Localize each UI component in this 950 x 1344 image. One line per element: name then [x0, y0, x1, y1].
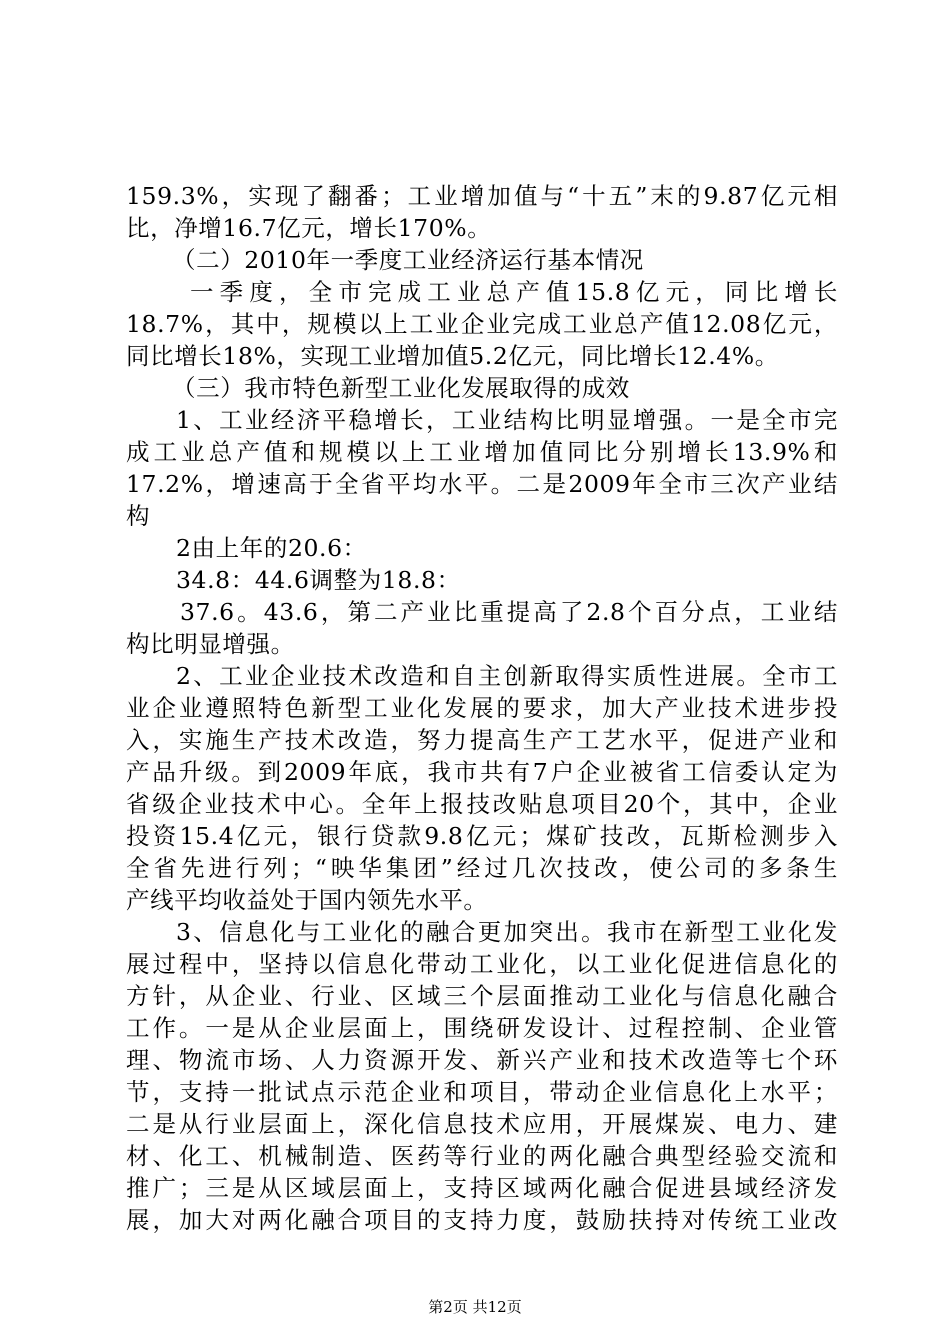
text-line: 34.8：44.6调整为18.8： — [176, 566, 461, 594]
text-line: 一季度，全市完成工业总产值15.8亿元，同比增长 — [190, 278, 838, 306]
text-line: 159.3%，实现了翻番；工业增加值与“十五”末的9.87亿元相 — [126, 182, 838, 210]
text-line: 17.2%，增速高于全省平均水平。二是2009年全市三次产业结 — [126, 470, 838, 498]
text-line: 3、信息化与工业化的融合更加突出。我市在新型工业化发 — [176, 918, 838, 946]
text-line: 全省先进行列；“映华集团”经过几次技改，使公司的多条生 — [126, 854, 838, 882]
text-line: 构 — [126, 502, 151, 530]
text-line: 2由上年的20.6： — [176, 534, 367, 562]
text-line: 节，支持一批试点示范企业和项目，带动企业信息化上水平； — [126, 1078, 838, 1106]
section-heading: （三）我市特色新型工业化发展取得的成效 — [172, 374, 630, 402]
text-line: 18.7%，其中，规模以上工业企业完成工业总产值12.08亿元， — [126, 310, 838, 338]
text-line: 构比明显增强。 — [126, 630, 295, 658]
text-line: 二是从行业层面上，深化信息技术应用，开展煤炭、电力、建 — [126, 1110, 838, 1138]
text-line: 产品升级。到2009年底，我市共有7户企业被省工信委认定为 — [126, 758, 838, 786]
text-line: 材、化工、机械制造、医药等行业的两化融合典型经验交流和 — [126, 1142, 838, 1170]
text-line: 展过程中，坚持以信息化带动工业化，以工业化促进信息化的 — [126, 950, 838, 978]
text-line: 推广；三是从区域层面上，支持区域两化融合促进县域经济发 — [126, 1174, 838, 1202]
text-line: 同比增长18%，实现工业增加值5.2亿元，同比增长12.4%。 — [126, 342, 779, 370]
text-line: 2、工业企业技术改造和自主创新取得实质性进展。全市工 — [176, 662, 838, 690]
section-heading: （二）2010年一季度工业经济运行基本情况 — [172, 246, 644, 274]
text-line: 业企业遵照特色新型工业化发展的要求，加大产业技术进步投 — [126, 694, 838, 722]
text-line: 入，实施生产技术改造，努力提高生产工艺水平，促进产业和 — [126, 726, 838, 754]
text-line: 方针，从企业、行业、区域三个层面推动工业化与信息化融合 — [126, 982, 838, 1010]
text-line: 展，加大对两化融合项目的支持力度，鼓励扶持对传统工业改 — [126, 1206, 838, 1234]
text-line: 投资15.4亿元，银行贷款9.8亿元；煤矿技改，瓦斯检测步入 — [126, 822, 838, 850]
text-line: 工作。一是从企业层面上，围绕研发设计、过程控制、企业管 — [126, 1014, 838, 1042]
text-line: 比，净增16.7亿元，增长170%。 — [126, 214, 492, 242]
text-line: 1、工业经济平稳增长，工业结构比明显增强。一是全市完 — [176, 406, 838, 434]
text-line: 产线平均收益处于国内领先水平。 — [126, 886, 488, 914]
text-line: 省级企业技术中心。全年上报技改贴息项目20个，其中，企业 — [126, 790, 838, 818]
page-footer: 第2页 共12页 — [428, 1298, 522, 1316]
text-line: 理、物流市场、人力资源开发、新兴产业和技术改造等七个环 — [126, 1046, 838, 1074]
text-line: 成工业总产值和规模以上工业增加值同比分别增长13.9%和 — [126, 438, 838, 466]
text-line: 37.6。43.6，第二产业比重提高了2.8个百分点，工业结 — [180, 598, 838, 626]
